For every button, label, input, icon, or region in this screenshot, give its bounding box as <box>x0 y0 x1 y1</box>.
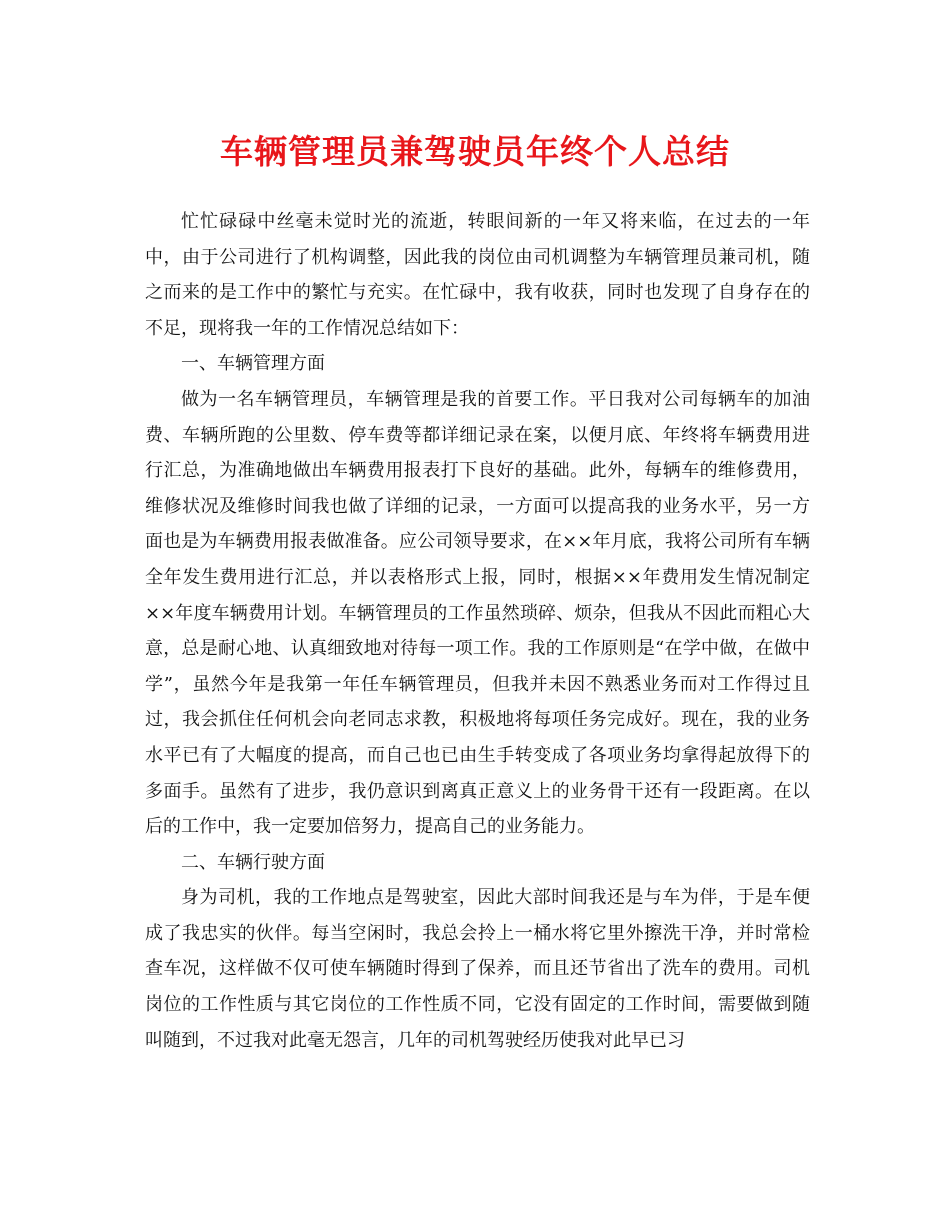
paragraph-intro: 忙忙碌碌中丝毫未觉时光的流逝，转眼间新的一年又将来临，在过去的一年中，由于公司进行了机构调整，因此我的岗位由司机调整为车辆管理员兼司机，随之而来的是工作中的繁忙与充实。在忙碌中，我有收获，同时也发现了自身存在的不足，现将我一年的工作情况总结如下： <box>145 211 810 339</box>
paragraph-vehicle-management: 做为一名车辆管理员，车辆管理是我的首要工作。平日我对公司每辆车的加油费、车辆所跑的公里数、停车费等都详细记录在案，以便月底、年终将车辆费用进行汇总，为准确地做出车辆费用报表打下良好的基础。此外，每辆车的维修费用，维修状况及维修时间我也做了详细的记录，一方面可以提高我的业务水平，另一方面也是为车辆费用报表做准备。应公司领导要求，在××年月底，我将公司所有车辆全年发生费用进行汇总，并以表格形式上报，同时，根据××年费用发生情况制定××年度车辆费用计划。车辆管理员的工作虽然琐碎、烦杂，但我从不因此而粗心大意，总是耐心地、认真细致地对待每一项工作。我的工作原则是“在学中做，在做中学”，虽然今年是我第一年任车辆管理员，但我并未因不熟悉业务而对工作得过且过，我会抓住任何机会向老同志求教，积极地将每项任务完成好。现在，我的业务水平已有了大幅度的提高，而自己也已由生手转变成了各项业务均拿得起放得下的多面手。虽然有了进步，我仍意识到离真正意义上的业务骨干还有一段距离。在以后的工作中，我一定要加倍努力，提高自己的业务能力。 <box>145 388 810 838</box>
section-heading-vehicle-driving: 二、车辆行驶方面 <box>181 851 325 873</box>
document-body <box>145 204 810 1058</box>
paragraph-vehicle-driving: 身为司机，我的工作地点是驾驶室，因此大部时间我还是与车为伴，于是车便成了我忠实的伙伴。每当空闲时，我总会拎上一桶水将它里外擦洗干净，并时常检查车况，这样做不仅可使车辆随时得到了保养，而且还节省出了洗车的费用。司机岗位的工作性质与其它岗位的工作性质不同，它没有固定的工作时间，需要做到随叫随到，不过我对此毫无怨言，几年的司机驾驶经历使我对此早已习 <box>145 887 810 1051</box>
section-heading-vehicle-management: 一、车辆管理方面 <box>181 353 325 375</box>
document-title: 车辆管理员兼驾驶员年终个人总结 <box>220 132 730 171</box>
